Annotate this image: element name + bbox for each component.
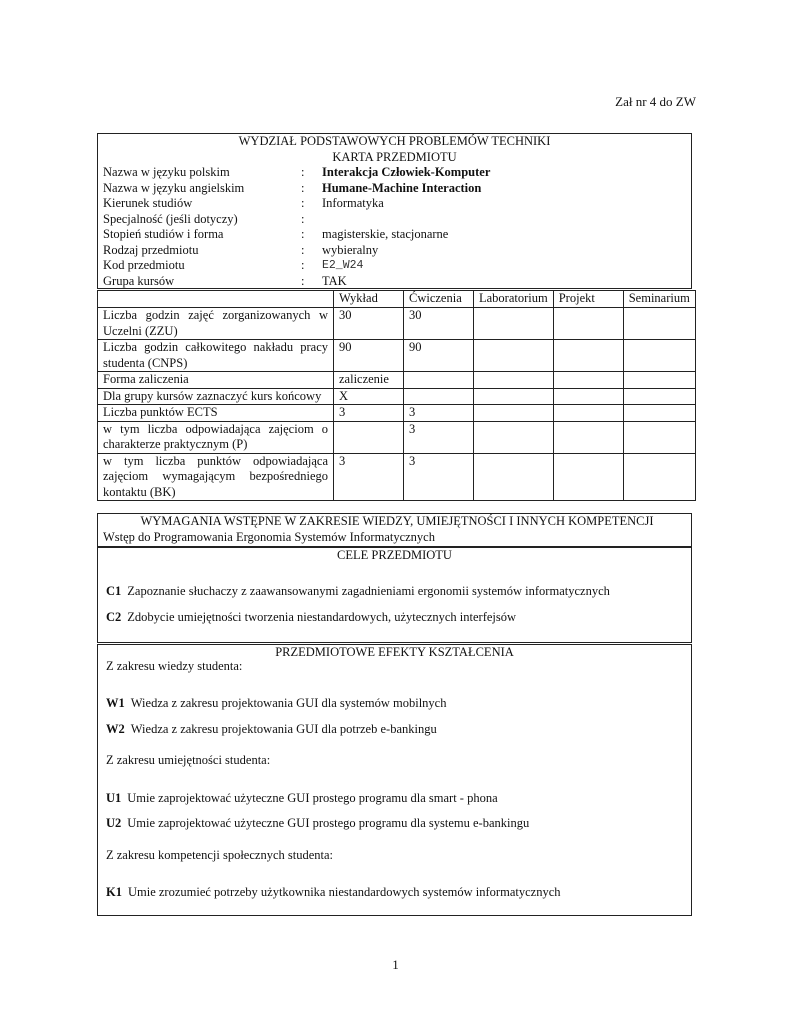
table-cell: [553, 405, 623, 422]
info-colon: :: [301, 227, 305, 241]
table-row: [98, 388, 696, 405]
row-label: Forma zaliczenia: [98, 372, 334, 389]
info-colon: :: [301, 165, 305, 179]
skills-heading: Z zakresu umiejętności studenta:: [106, 753, 271, 767]
table-cell: [623, 340, 695, 372]
page-number: 1: [392, 957, 399, 972]
goal-item: [106, 584, 610, 600]
info-row-code: [98, 258, 691, 274]
column-header: Projekt: [553, 291, 623, 308]
info-value: [322, 212, 691, 228]
table-cell: [623, 308, 695, 340]
table-cell: 3: [404, 453, 474, 501]
effect-item: [106, 816, 529, 832]
effect-item: [106, 722, 437, 738]
row-label: Liczba punktów ECTS: [98, 405, 334, 422]
table-row: [98, 405, 696, 422]
info-label: Rodzaj przedmiotu: [103, 242, 199, 257]
goal-code: C1: [106, 584, 122, 598]
info-colon: :: [301, 196, 305, 210]
goals-title: CELE PRZEDMIOTU: [337, 548, 452, 562]
table-cell: [623, 453, 695, 501]
table-cell: [404, 388, 474, 405]
column-header: Laboratorium: [474, 291, 554, 308]
table-cell: [474, 372, 554, 389]
table-cell: 90: [404, 340, 474, 372]
info-row-polish-name: [98, 165, 691, 181]
goal-code: C2: [106, 610, 122, 624]
knowledge-heading: Z zakresu wiedzy studenta:: [106, 659, 243, 673]
table-cell: [474, 308, 554, 340]
table-cell: [623, 388, 695, 405]
goal-text: Zdobycie umiejętności tworzenia niestandardowych, użytecznych interfejsów: [127, 610, 517, 624]
row-label: w tym liczba punktów odpowiadająca zajęciom wymagającym bezpośredniego kontaktu (BK): [98, 453, 334, 501]
info-row-type: [98, 243, 691, 259]
info-label: Grupa kursów: [103, 273, 175, 288]
table-cell: [623, 421, 695, 453]
effect-code: U2: [106, 816, 122, 830]
requirements-title: WYMAGANIA WSTĘPNE W ZAKRESIE WIEDZY, UMIEJĘTNOŚCI I INNYCH KOMPETENCJI: [140, 514, 654, 528]
hours-header-row: [98, 291, 696, 308]
table-cell: [553, 340, 623, 372]
effects-section: [97, 644, 692, 916]
table-row: [98, 340, 696, 372]
info-label: Stopień studiów i forma: [103, 227, 224, 241]
info-row-level: [98, 227, 691, 243]
info-label: Nazwa w języku angielskim: [103, 180, 245, 195]
effect-text: Wiedza z zakresu projektowania GUI dla systemów mobilnych: [130, 696, 447, 710]
table-cell: [553, 421, 623, 453]
effect-text: Umie zaprojektować użyteczne GUI prostego programu dla systemu e-bankingu: [127, 816, 530, 830]
info-colon: :: [301, 242, 305, 257]
info-value: Informatyka: [322, 196, 384, 210]
info-row-field: [98, 196, 691, 212]
goals-section: [97, 547, 692, 643]
table-cell: [474, 405, 554, 422]
row-label: Liczba godzin całkowitego nakładu pracy studenta (CNPS): [98, 340, 334, 372]
info-label: Kod przedmiotu: [103, 258, 185, 272]
table-row: [98, 421, 696, 453]
info-colon: :: [301, 180, 305, 195]
table-cell: [553, 308, 623, 340]
effect-code: W2: [106, 722, 125, 736]
faculty-name: WYDZIAŁ PODSTAWOWYCH PROBLEMÓW TECHNIKI: [238, 134, 551, 148]
info-value: E2_W24: [322, 259, 364, 272]
table-row: [98, 453, 696, 501]
table-row: [98, 372, 696, 389]
table-cell: [553, 453, 623, 501]
effect-text: Wiedza z zakresu projektowania GUI dla potrzeb e-bankingu: [130, 722, 437, 736]
info-colon: :: [301, 273, 305, 288]
effect-text: Umie zaprojektować użyteczne GUI prostego programu dla smart - phona: [127, 791, 498, 805]
info-value: Interakcja Człowiek-Komputer: [322, 165, 491, 179]
effect-item: [106, 885, 561, 901]
info-value: Humane-Machine Interaction: [322, 180, 482, 195]
requirements-text: Wstęp do Programowania Ergonomia Systemów Informatycznych: [103, 529, 435, 544]
effect-code: K1: [106, 885, 122, 899]
requirements-section: [97, 513, 692, 547]
info-label: Specjalność (jeśli dotyczy): [103, 211, 238, 226]
info-row-english-name: [98, 181, 691, 197]
social-heading: Z zakresu kompetencji społecznych studenta:: [106, 848, 334, 862]
effect-item: [106, 696, 446, 712]
table-row: [98, 308, 696, 340]
column-header: Ćwiczenia: [404, 291, 474, 308]
table-cell: [404, 372, 474, 389]
table-cell: 90: [334, 340, 404, 372]
table-cell: X: [334, 388, 404, 405]
table-cell: 3: [404, 405, 474, 422]
hours-table: [97, 290, 696, 501]
table-cell: 30: [404, 308, 474, 340]
goal-item: [106, 610, 516, 626]
row-label: w tym liczba odpowiadająca zajęciom o charakterze praktycznym (P): [98, 421, 334, 453]
info-row-specialty: [98, 212, 691, 228]
table-cell: 3: [334, 453, 404, 501]
effect-code: U1: [106, 791, 122, 805]
info-value: magisterskie, stacjonarne: [322, 227, 449, 241]
effect-item: [106, 791, 498, 807]
table-cell: [553, 372, 623, 389]
hours-header-empty: [98, 291, 334, 308]
info-value: TAK: [322, 273, 347, 288]
column-header: Seminarium: [623, 291, 695, 308]
table-cell: [474, 340, 554, 372]
table-cell: [623, 372, 695, 389]
info-row-course-group: [98, 274, 691, 290]
table-cell: 30: [334, 308, 404, 340]
table-cell: [474, 421, 554, 453]
table-cell: [553, 388, 623, 405]
table-cell: 3: [334, 405, 404, 422]
info-colon: :: [301, 211, 305, 226]
effect-code: W1: [106, 696, 125, 710]
table-cell: [334, 421, 404, 453]
info-label: Kierunek studiów: [103, 196, 193, 210]
annex-note: Zał nr 4 do ZW: [615, 94, 696, 109]
row-label: Dla grupy kursów zaznaczyć kurs końcowy: [98, 388, 334, 405]
table-cell: [474, 388, 554, 405]
info-label: Nazwa w języku polskim: [103, 165, 230, 179]
info-colon: :: [301, 258, 305, 272]
effect-text: Umie zrozumieć potrzeby użytkownika niestandardowych systemów informatycznych: [127, 885, 561, 899]
goal-text: Zapoznanie słuchaczy z zaawansowanymi zagadnieniami ergonomii systemów informatycznych: [127, 584, 610, 598]
table-cell: zaliczenie: [334, 372, 404, 389]
column-header: Wykład: [334, 291, 404, 308]
table-cell: [474, 453, 554, 501]
card-title: KARTA PRZEDMIOTU: [332, 149, 457, 164]
course-header: [97, 133, 692, 289]
row-label: Liczba godzin zajęć zorganizowanych w Uczelni (ZZU): [98, 308, 334, 340]
table-cell: [623, 405, 695, 422]
table-cell: 3: [404, 421, 474, 453]
effects-title: PRZEDMIOTOWE EFEKTY KSZTAŁCENIA: [275, 645, 514, 659]
info-value: wybieralny: [322, 242, 379, 257]
